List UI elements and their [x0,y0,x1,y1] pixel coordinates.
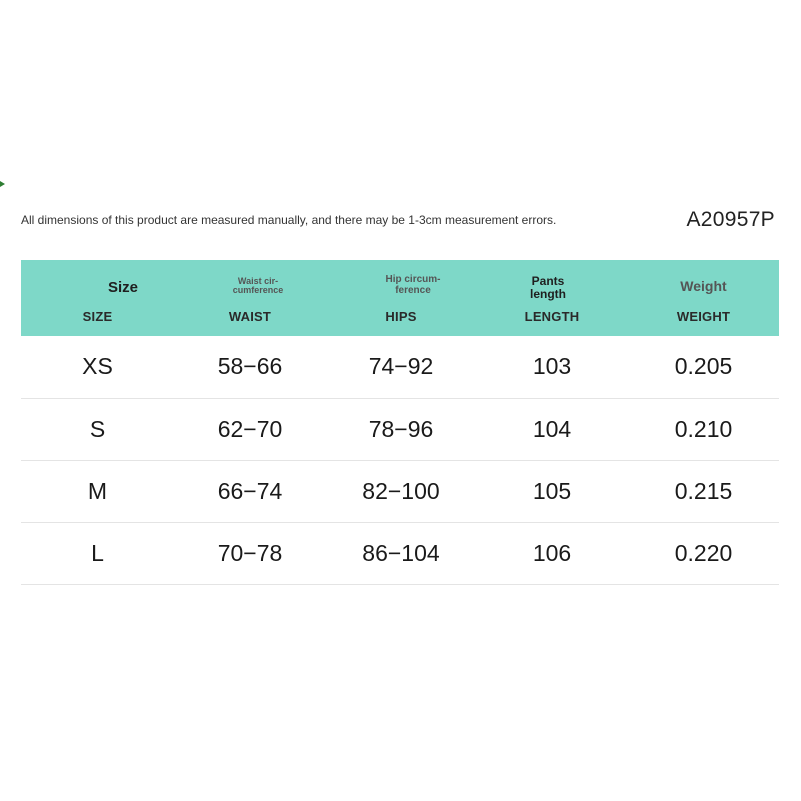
cell-waist: 58−66 [217,353,283,380]
table-row [21,522,779,584]
cell-waist: 62−70 [217,415,283,442]
cell-waist: 70−78 [217,539,283,566]
cell-size: S [89,415,106,442]
cell-weight: 0.220 [674,539,733,566]
header-length-label: Pants length [530,274,566,301]
table-row [21,336,779,398]
cell-hips: 74−92 [368,353,434,380]
header-length [476,260,628,336]
cell-hips: 82−100 [362,477,440,504]
header-length-code: LENGTH [524,309,580,324]
table-header-row [21,260,779,336]
header-weight-code: WEIGHT [676,309,731,324]
cell-length: 103 [532,353,572,380]
cell-size: M [87,477,108,504]
cell-length: 106 [532,539,572,566]
header-hips-code: HIPS [385,309,417,324]
header-waist-code: WAIST [228,309,272,324]
header-weight-label: Weight [680,278,727,294]
cell-length: 104 [532,415,572,442]
header-size [21,260,174,336]
header-hips [326,260,476,336]
header-weight [628,260,779,336]
header-size-label: Size [107,279,138,296]
cell-hips: 86−104 [362,539,440,566]
corner-marker [0,181,5,187]
table-row [21,398,779,460]
cell-length: 105 [532,477,572,504]
header-waist [174,260,326,336]
cell-waist: 66−74 [217,477,283,504]
header-size-code: SIZE [82,309,113,324]
cell-hips: 78−96 [368,415,434,442]
product-code: A20957P [686,208,775,231]
table-row [21,460,779,522]
cell-weight: 0.210 [674,415,733,442]
header-hips-label: Hip circum- ference [385,274,441,296]
cell-weight: 0.205 [674,353,733,380]
cell-size: XS [82,353,113,380]
header-waist-label: Waist cir- cumference [232,276,284,296]
size-chart-table [21,260,779,585]
cell-weight: 0.215 [674,477,733,504]
cell-size: L [91,539,104,566]
measurement-note: All dimensions of this product are measured manually, and there may be 1-3cm measurement errors. [21,213,557,227]
